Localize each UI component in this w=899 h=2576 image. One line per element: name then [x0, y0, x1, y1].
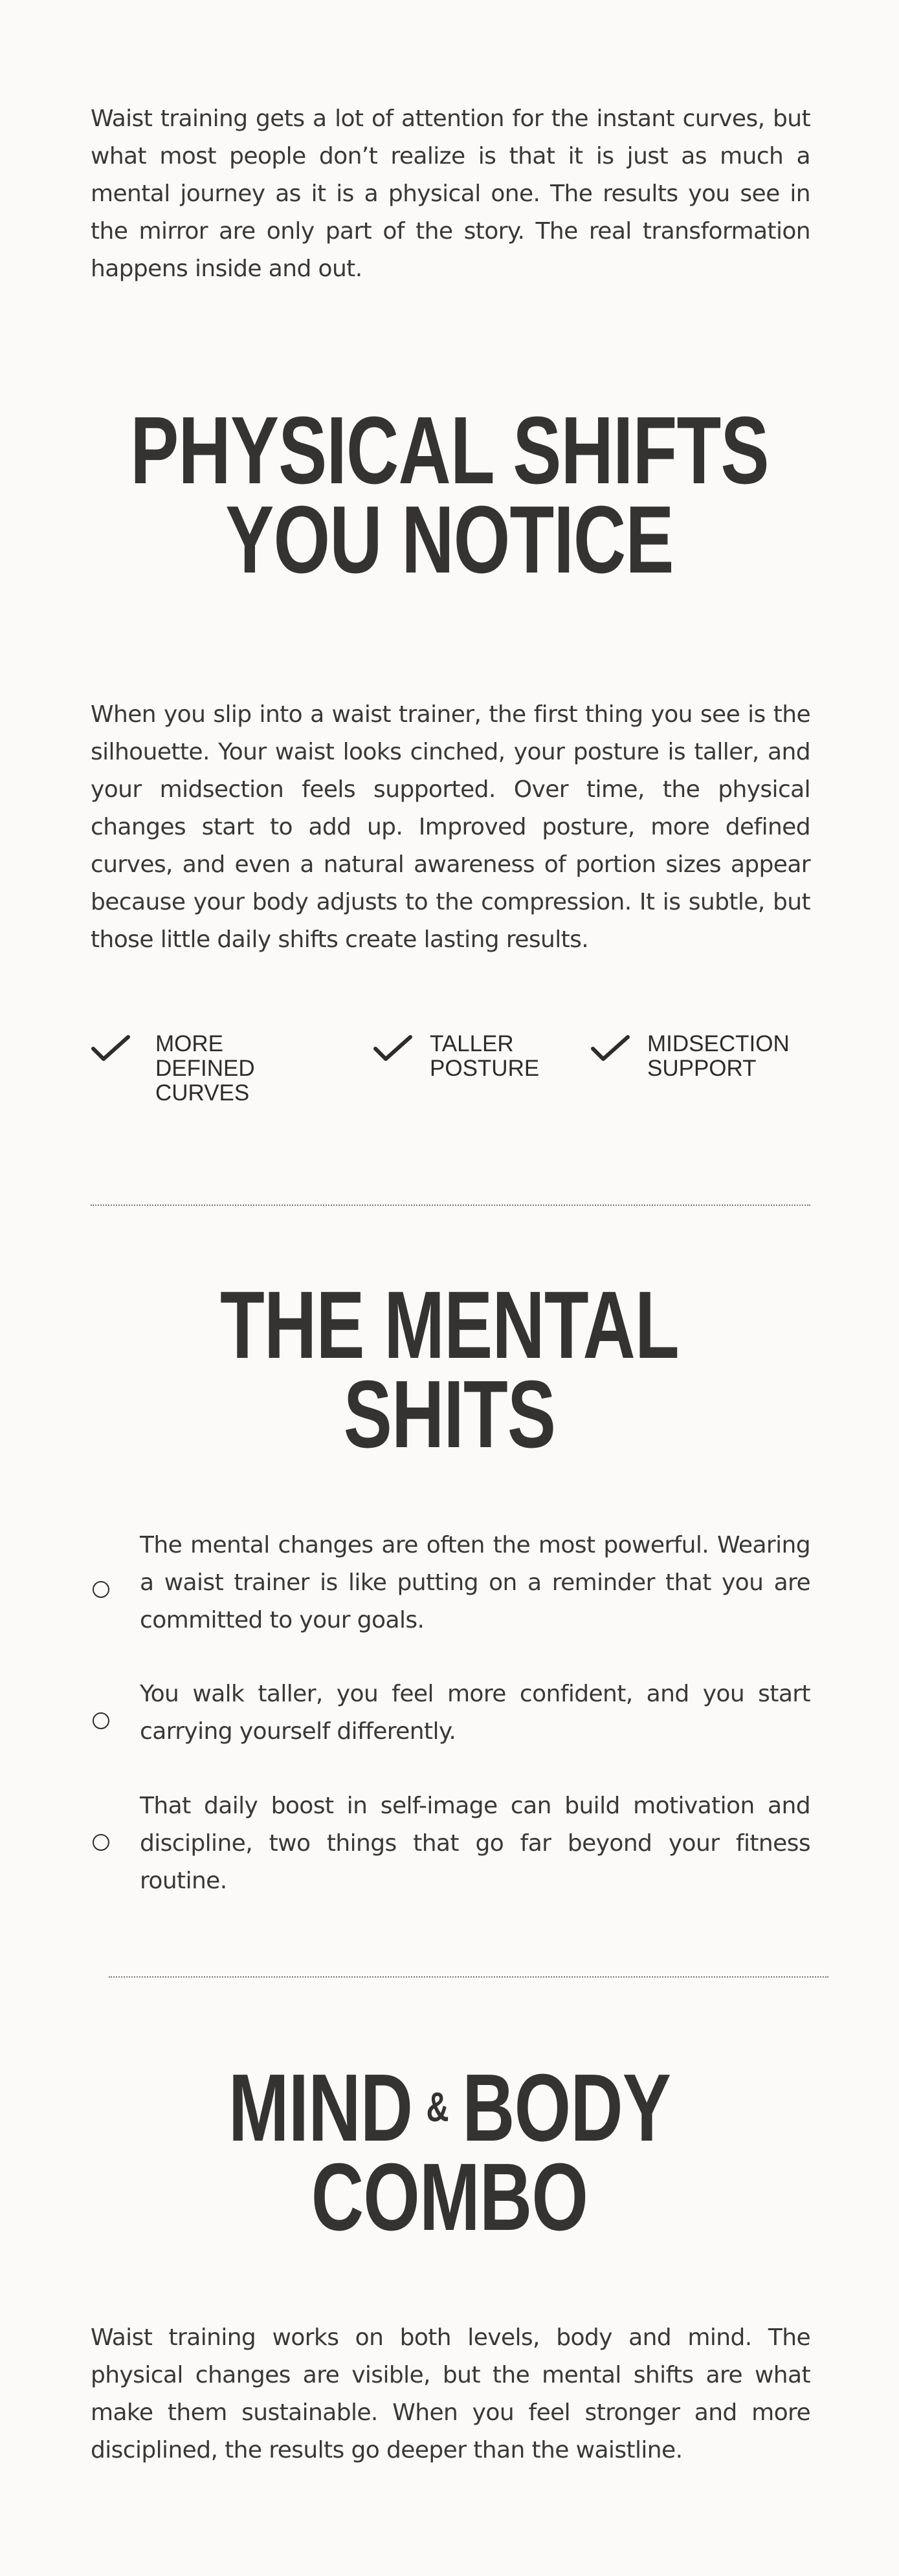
benefit-label: MORE DEFINED CURVES	[155, 1031, 255, 1106]
benefit-item-support	[590, 1025, 810, 1084]
intro-paragraph: Waist training gets a lot of attention for the instant curves, but what most people don’t realize is that it is just as much a mental journey as it is a physical one. The results you see in the mirror are only part of the story. The real transformation happens inside and out.	[91, 105, 810, 282]
check-icon	[373, 1033, 413, 1064]
benefit-label: MIDSECTION SUPPORT	[647, 1031, 790, 1081]
ampersand: &	[426, 2084, 449, 2130]
bullet-text: That daily boost in self-image can build motivation and discipline, two things that go far beyond your fitness routine.	[140, 1793, 810, 1894]
bullet-text: The mental changes are often the most powerful. Wearing a waist trainer is like putting on a reminder that you are committed to your goals.	[140, 1532, 810, 1633]
physical-shifts-heading	[108, 397, 792, 593]
list-item	[91, 1787, 810, 1904]
mental-heading-line1: THE MENTAL	[220, 1272, 679, 1379]
combo-heading-line2: COMBO	[311, 2144, 588, 2251]
combo-heading-line1: MIND & BODY	[228, 2055, 671, 2161]
benefits-checklist	[91, 1025, 810, 1106]
physical-heading-line2: YOU NOTICE	[225, 486, 674, 593]
bullet-circle-icon	[93, 1581, 109, 1598]
bullet-circle-icon	[93, 1712, 109, 1729]
section-divider	[91, 1205, 810, 1206]
check-icon	[91, 1033, 131, 1064]
list-item	[91, 1527, 810, 1643]
check-icon	[590, 1033, 630, 1064]
benefit-item-posture	[373, 1025, 554, 1084]
bullet-text: You walk taller, you feel more confident, and you start carrying yourself differently.	[140, 1681, 810, 1745]
physical-shifts-paragraph: When you slip into a waist trainer, the first thing you see is the silhouette. Your waist looks cinched, your posture is taller, and your midsection feels supported. Over time, the physical changes start to add up. Improved posture, more defined curves, and even a natural awareness of portion sizes appear because your body adjusts to the compression. It is subtle, but those little daily shifts create lasting results.	[91, 701, 810, 953]
benefit-item-curves	[91, 1025, 337, 1106]
section-divider	[109, 1976, 828, 1978]
mental-heading-line2: SHITS	[343, 1361, 556, 1468]
bullet-circle-icon	[93, 1834, 109, 1851]
mind-body-heading	[108, 2055, 792, 2251]
mind-body-paragraph: Waist training works on both levels, body and mind. The physical changes are visible, but the mental shifts are what make them sustainable. When you feel stronger and more disciplined, the results go deeper than the waistline.	[91, 2324, 810, 2463]
physical-heading-line1: PHYSICAL SHIFTS	[130, 397, 769, 504]
benefit-label: TALLER POSTURE	[430, 1031, 540, 1081]
mental-shifts-heading	[108, 1272, 792, 1468]
list-item	[91, 1675, 810, 1753]
